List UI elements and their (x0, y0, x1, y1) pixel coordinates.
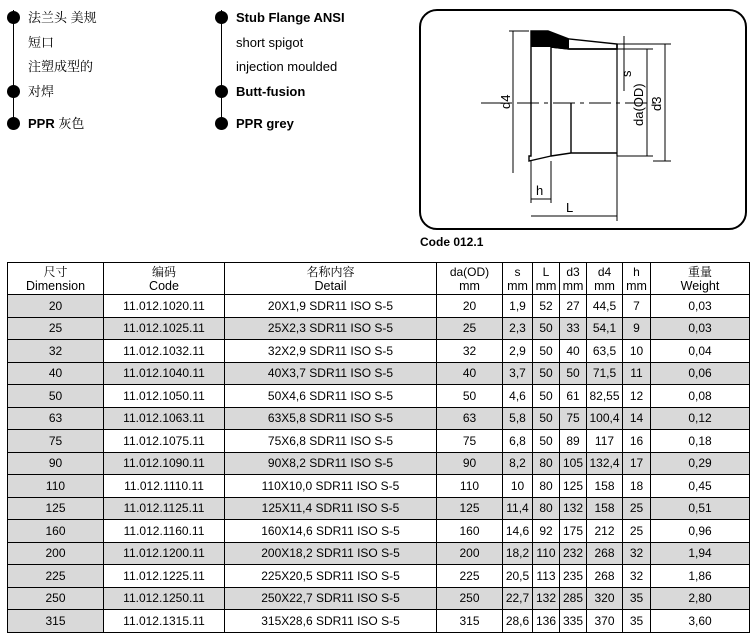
column-header (8, 263, 104, 295)
table-cell: 20 (437, 295, 503, 318)
table-cell: 54,1 (587, 317, 623, 340)
table-cell: 10 (623, 340, 651, 363)
table-cell: 50X4,6 SDR11 ISO S-5 (225, 385, 437, 408)
en-spigot: short spigot (236, 35, 304, 50)
table-cell: 50 (560, 362, 587, 385)
table-cell: 32 (623, 565, 651, 588)
table-cell: 225X20,5 SDR11 ISO S-5 (225, 565, 437, 588)
en-joint: Butt-fusion (236, 84, 306, 99)
table-cell: 0,45 (651, 475, 750, 498)
table-cell: 27 (560, 295, 587, 318)
d4-label: d4 (498, 94, 513, 109)
table-cell: 250X22,7 SDR11 ISO S-5 (225, 587, 437, 610)
table-row (8, 340, 750, 363)
table-cell: 7 (623, 295, 651, 318)
table-cell: 158 (587, 497, 623, 520)
table-cell: 5,8 (503, 407, 533, 430)
table-cell: 320 (587, 587, 623, 610)
table-cell: 50 (533, 407, 560, 430)
table-cell: 0,03 (651, 317, 750, 340)
column-header-bottom: Detail (314, 278, 347, 293)
table-cell: 90 (437, 452, 503, 475)
table-cell: 11.012.1040.11 (104, 362, 225, 385)
table-cell: 2,9 (503, 340, 533, 363)
en-material: PPR grey (236, 116, 294, 131)
bullet-dot (215, 11, 228, 24)
table-cell: 250 (437, 587, 503, 610)
table-cell: 32 (437, 340, 503, 363)
column-header-bottom: mm (562, 278, 584, 293)
column-header (503, 263, 533, 295)
table-cell: 10 (503, 475, 533, 498)
table-cell: 3,60 (651, 610, 750, 633)
bullet-connector-line (221, 10, 222, 125)
column-header-bottom: mm (594, 278, 615, 293)
table-cell: 14,6 (503, 520, 533, 543)
column-header (437, 263, 503, 295)
column-header-bottom: Weight (680, 278, 720, 293)
table-cell: 3,7 (503, 362, 533, 385)
table-cell: 370 (587, 610, 623, 633)
table-row (8, 565, 750, 588)
table-cell: 110 (437, 475, 503, 498)
table-cell: 32X2,9 SDR11 ISO S-5 (225, 340, 437, 363)
table-cell: 132 (533, 587, 560, 610)
table-row (8, 430, 750, 453)
table-cell: 11.012.1075.11 (104, 430, 225, 453)
table-cell: 1,9 (503, 295, 533, 318)
table-cell: 200 (437, 542, 503, 565)
table-cell: 200X18,2 SDR11 ISO S-5 (225, 542, 437, 565)
table-cell: 175 (560, 520, 587, 543)
table-row (8, 475, 750, 498)
table-cell: 0,08 (651, 385, 750, 408)
table-cell: 0,29 (651, 452, 750, 475)
cn-product-name: 法兰头 美规 (28, 10, 97, 25)
column-header-top: 尺寸 (43, 264, 68, 279)
table-cell: 75 (437, 430, 503, 453)
L-label: L (566, 200, 574, 215)
column-header (587, 263, 623, 295)
bullet-dot (7, 117, 20, 130)
table-cell: 25 (8, 317, 104, 340)
table-cell: 6,8 (503, 430, 533, 453)
table-cell: 14 (623, 407, 651, 430)
cn-material-code: PPR (28, 116, 55, 131)
table-cell: 125X11,4 SDR11 ISO S-5 (225, 497, 437, 520)
table-row (8, 520, 750, 543)
table-cell: 125 (437, 497, 503, 520)
table-cell: 33 (560, 317, 587, 340)
table-cell: 0,51 (651, 497, 750, 520)
table-cell: 200 (8, 542, 104, 565)
table-cell: 160 (437, 520, 503, 543)
table-cell: 110X10,0 SDR11 ISO S-5 (225, 475, 437, 498)
bullet-connector-line (13, 10, 14, 125)
table-cell: 40 (8, 362, 104, 385)
table-cell: 80 (533, 497, 560, 520)
table-body (8, 295, 750, 633)
table-cell: 125 (560, 475, 587, 498)
table-cell: 63 (8, 407, 104, 430)
table-row (8, 542, 750, 565)
table-cell: 50 (533, 430, 560, 453)
table-cell: 63,5 (587, 340, 623, 363)
table-cell: 50 (533, 385, 560, 408)
table-cell: 250 (8, 587, 104, 610)
table-cell: 160 (8, 520, 104, 543)
code-label: Code 012.1 (420, 235, 484, 249)
table-cell: 50 (533, 317, 560, 340)
table-cell: 90X8,2 SDR11 ISO S-5 (225, 452, 437, 475)
table-header-row (8, 263, 750, 295)
table-cell: 11.012.1200.11 (104, 542, 225, 565)
table-cell: 20 (8, 295, 104, 318)
table-cell: 315X28,6 SDR11 ISO S-5 (225, 610, 437, 633)
table-cell: 11.012.1160.11 (104, 520, 225, 543)
table-cell: 268 (587, 565, 623, 588)
table-cell: 11.012.1025.11 (104, 317, 225, 340)
column-header-top: 重量 (687, 264, 712, 279)
table-cell: 35 (623, 610, 651, 633)
spigot-bottom-line (551, 153, 617, 156)
table-cell: 11.012.1250.11 (104, 587, 225, 610)
technical-drawing (419, 9, 747, 230)
table-cell: 25 (623, 520, 651, 543)
table-cell: 32 (623, 542, 651, 565)
table-cell: 1,94 (651, 542, 750, 565)
column-header-bottom: mm (507, 278, 528, 293)
table-cell: 11 (623, 362, 651, 385)
table-cell: 113 (533, 565, 560, 588)
table-cell: 160X14,6 SDR11 ISO S-5 (225, 520, 437, 543)
table-row (8, 610, 750, 633)
column-header-top: h (633, 264, 640, 279)
table-cell: 11.012.1020.11 (104, 295, 225, 318)
table-cell: 75X6,8 SDR11 ISO S-5 (225, 430, 437, 453)
table-cell: 63 (437, 407, 503, 430)
cn-material (28, 115, 84, 132)
table-cell: 315 (437, 610, 503, 633)
table-cell: 20X1,9 SDR11 ISO S-5 (225, 295, 437, 318)
table-cell: 0,06 (651, 362, 750, 385)
table-cell: 90 (8, 452, 104, 475)
column-header-bottom: Dimension (25, 278, 86, 293)
d3-label: d3 (649, 96, 664, 111)
table-cell: 44,5 (587, 295, 623, 318)
table-cell: 11.012.1050.11 (104, 385, 225, 408)
table-cell: 2,80 (651, 587, 750, 610)
table-cell: 105 (560, 452, 587, 475)
table-cell: 136 (533, 610, 560, 633)
table-cell: 2,3 (503, 317, 533, 340)
english-description (208, 0, 408, 140)
table-cell: 11.012.1110.11 (104, 475, 225, 498)
table-cell: 40X3,7 SDR11 ISO S-5 (225, 362, 437, 385)
table-cell: 11.012.1090.11 (104, 452, 225, 475)
bullet-dot (215, 117, 228, 130)
en-product-title: Stub Flange ANSI (236, 10, 345, 25)
table-cell: 132,4 (587, 452, 623, 475)
table-cell: 18,2 (503, 542, 533, 565)
table-row (8, 587, 750, 610)
table-cell: 315 (8, 610, 104, 633)
table-cell: 335 (560, 610, 587, 633)
table-row (8, 385, 750, 408)
column-header-top: s (514, 264, 521, 279)
column-header-top: d3 (566, 264, 580, 279)
column-header-top: L (542, 264, 550, 279)
flange-section-fill (531, 31, 569, 49)
table-cell: 82,55 (587, 385, 623, 408)
table-cell: 25 (623, 497, 651, 520)
table-cell: 40 (437, 362, 503, 385)
table-cell: 158 (587, 475, 623, 498)
table-cell: 50 (437, 385, 503, 408)
table-row (8, 452, 750, 475)
table-cell: 0,18 (651, 430, 750, 453)
table-cell: 75 (560, 407, 587, 430)
table-cell: 268 (587, 542, 623, 565)
table-cell: 52 (533, 295, 560, 318)
table-cell: 285 (560, 587, 587, 610)
table-cell: 71,5 (587, 362, 623, 385)
spec-table (7, 262, 750, 633)
table-cell: 11,4 (503, 497, 533, 520)
table-cell: 1,86 (651, 565, 750, 588)
table-cell: 63X5,8 SDR11 ISO S-5 (225, 407, 437, 430)
table-cell: 35 (623, 587, 651, 610)
column-header-bottom: Code (149, 278, 179, 293)
bullet-dot (7, 11, 20, 24)
cn-moulded: 注塑成型的 (28, 59, 94, 74)
table-cell: 0,12 (651, 407, 750, 430)
table-cell: 100,4 (587, 407, 623, 430)
da-label: da(OD) (631, 83, 646, 126)
table-cell: 92 (533, 520, 560, 543)
bullet-dot (7, 85, 20, 98)
flange-outline (529, 31, 617, 161)
table-cell: 0,03 (651, 295, 750, 318)
table-cell: 132 (560, 497, 587, 520)
column-header (533, 263, 560, 295)
column-header (651, 263, 750, 295)
table-cell: 75 (8, 430, 104, 453)
table-cell: 12 (623, 385, 651, 408)
cn-material-color: 灰色 (54, 116, 85, 131)
table-cell: 11.012.1032.11 (104, 340, 225, 363)
table-cell: 0,04 (651, 340, 750, 363)
table-cell: 11.012.1225.11 (104, 565, 225, 588)
table-cell: 50 (8, 385, 104, 408)
table-cell: 40 (560, 340, 587, 363)
column-header-bottom: mm (459, 278, 480, 293)
column-header (623, 263, 651, 295)
table-cell: 17 (623, 452, 651, 475)
cn-spigot: 短口 (28, 35, 55, 50)
table-cell: 11.012.1063.11 (104, 407, 225, 430)
table-row (8, 407, 750, 430)
column-header (225, 263, 437, 295)
table-cell: 28,6 (503, 610, 533, 633)
table-cell: 20,5 (503, 565, 533, 588)
table-cell: 11.012.1315.11 (104, 610, 225, 633)
table-cell: 61 (560, 385, 587, 408)
stub-flange-drawing (421, 11, 745, 228)
table-cell: 50 (533, 340, 560, 363)
column-header-top: 名称内容 (306, 264, 355, 279)
column-header-top: da(OD) (449, 264, 490, 279)
table-cell: 0,96 (651, 520, 750, 543)
table-cell: 232 (560, 542, 587, 565)
table-row (8, 317, 750, 340)
table-cell: 16 (623, 430, 651, 453)
table-row (8, 362, 750, 385)
table-cell: 235 (560, 565, 587, 588)
table-cell: 50 (533, 362, 560, 385)
table-cell: 4,6 (503, 385, 533, 408)
table-cell: 32 (8, 340, 104, 363)
table-cell: 117 (587, 430, 623, 453)
table-cell: 225 (437, 565, 503, 588)
table-cell: 25X2,3 SDR11 ISO S-5 (225, 317, 437, 340)
chinese-description (0, 0, 210, 140)
table-cell: 89 (560, 430, 587, 453)
table-cell: 110 (8, 475, 104, 498)
column-header-top: 编码 (151, 264, 176, 279)
table-cell: 212 (587, 520, 623, 543)
table-cell: 80 (533, 475, 560, 498)
table-cell: 25 (437, 317, 503, 340)
table-cell: 8,2 (503, 452, 533, 475)
table-cell: 9 (623, 317, 651, 340)
table-row (8, 295, 750, 318)
h-label: h (536, 183, 544, 198)
table-cell: 80 (533, 452, 560, 475)
column-header-bottom: mm (626, 278, 647, 293)
column-header (104, 263, 225, 295)
en-moulded: injection moulded (236, 59, 338, 74)
table-cell: 22,7 (503, 587, 533, 610)
table-cell: 18 (623, 475, 651, 498)
table-cell: 125 (8, 497, 104, 520)
cn-joint: 对焊 (28, 84, 55, 99)
bullet-dot (215, 85, 228, 98)
column-header-top: d4 (597, 264, 612, 279)
column-header-bottom: mm (535, 278, 557, 293)
table-row (8, 497, 750, 520)
s-label: s (619, 70, 634, 77)
table-cell: 110 (533, 542, 560, 565)
column-header (560, 263, 587, 295)
table-cell: 11.012.1125.11 (104, 497, 225, 520)
table-cell: 225 (8, 565, 104, 588)
